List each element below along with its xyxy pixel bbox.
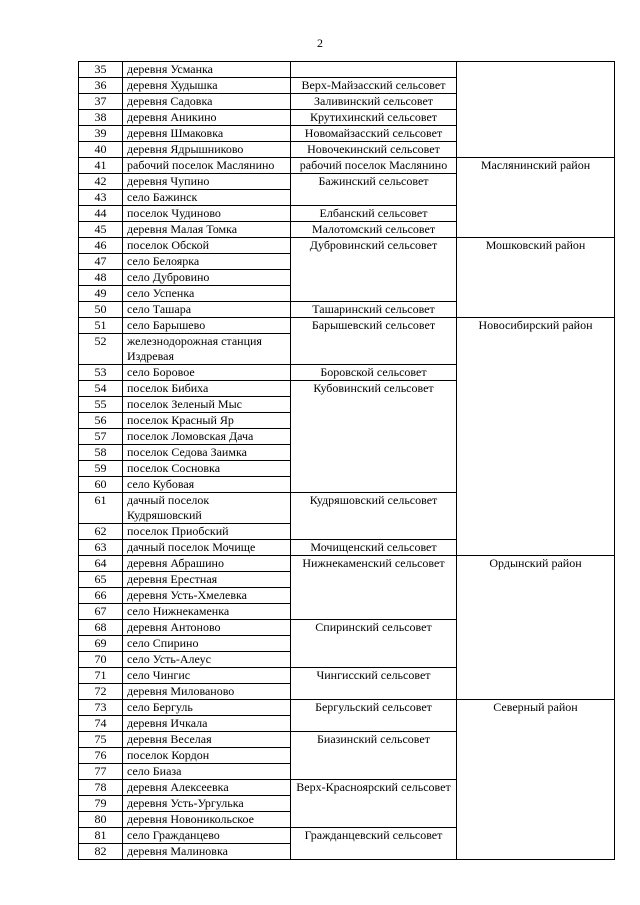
table-row xyxy=(79,700,615,716)
row-number: 53 xyxy=(79,365,123,381)
municipality-name: Биазинский сельсовет xyxy=(291,732,457,780)
settlement-name: село Ташара xyxy=(123,302,291,318)
municipality-name: Спиринский сельсовет xyxy=(291,620,457,668)
settlement-name: деревня Абрашино xyxy=(123,556,291,572)
settlement-name: поселок Обской xyxy=(123,238,291,254)
municipality-name: Новочекинский сельсовет xyxy=(291,142,457,158)
row-number: 43 xyxy=(79,190,123,206)
municipality-name: Боровской сельсовет xyxy=(291,365,457,381)
municipality-name: Крутихинский сельсовет xyxy=(291,110,457,126)
municipality-name: Ташаринский сельсовет xyxy=(291,302,457,318)
row-number: 54 xyxy=(79,381,123,397)
settlement-name: деревня Ичкала xyxy=(123,716,291,732)
district-name: Маслянинский район xyxy=(457,158,615,238)
settlement-name: деревня Ерестная xyxy=(123,572,291,588)
settlement-name: деревня Усть-Ургулька xyxy=(123,796,291,812)
table-row xyxy=(79,318,615,334)
row-number: 37 xyxy=(79,94,123,110)
municipality-name: Кудряшовский сельсовет xyxy=(291,493,457,540)
settlement-name: деревня Шмаковка xyxy=(123,126,291,142)
row-number: 66 xyxy=(79,588,123,604)
table-row xyxy=(79,556,615,572)
table-row xyxy=(79,238,615,254)
row-number: 47 xyxy=(79,254,123,270)
row-number: 45 xyxy=(79,222,123,238)
settlement-name: рабочий поселок Маслянино xyxy=(123,158,291,174)
settlement-name: поселок Бибиха xyxy=(123,381,291,397)
settlement-name: деревня Усть-Хмелевка xyxy=(123,588,291,604)
municipality-name: Гражданцевский сельсовет xyxy=(291,828,457,860)
settlement-name: село Усть-Алеус xyxy=(123,652,291,668)
row-number: 62 xyxy=(79,524,123,540)
row-number: 79 xyxy=(79,796,123,812)
row-number: 44 xyxy=(79,206,123,222)
row-number: 41 xyxy=(79,158,123,174)
settlement-name: село Боровое xyxy=(123,365,291,381)
row-number: 49 xyxy=(79,286,123,302)
row-number: 76 xyxy=(79,748,123,764)
settlement-name: поселок Зеленый Мыс xyxy=(123,397,291,413)
municipality-name xyxy=(291,62,457,78)
row-number: 51 xyxy=(79,318,123,334)
municipality-name: Елбанский сельсовет xyxy=(291,206,457,222)
row-number: 42 xyxy=(79,174,123,190)
row-number: 36 xyxy=(79,78,123,94)
settlement-name: деревня Антоново xyxy=(123,620,291,636)
row-number: 46 xyxy=(79,238,123,254)
settlements-table xyxy=(78,61,615,860)
settlement-name: деревня Худышка xyxy=(123,78,291,94)
row-number: 81 xyxy=(79,828,123,844)
district-name xyxy=(457,62,615,158)
row-number: 63 xyxy=(79,540,123,556)
settlement-name: село Бажинск xyxy=(123,190,291,206)
row-number: 40 xyxy=(79,142,123,158)
municipality-name: Кубовинский сельсовет xyxy=(291,381,457,493)
row-number: 70 xyxy=(79,652,123,668)
row-number: 35 xyxy=(79,62,123,78)
row-number: 72 xyxy=(79,684,123,700)
settlement-name: поселок Седова Заимка xyxy=(123,445,291,461)
municipality-name: Мочищенский сельсовет xyxy=(291,540,457,556)
municipality-name: Нижнекаменский сельсовет xyxy=(291,556,457,620)
district-name: Северный район xyxy=(457,700,615,860)
row-number: 82 xyxy=(79,844,123,860)
settlement-name: поселок Приобский xyxy=(123,524,291,540)
row-number: 67 xyxy=(79,604,123,620)
district-name: Ордынский район xyxy=(457,556,615,700)
settlement-name: село Белоярка xyxy=(123,254,291,270)
row-number: 69 xyxy=(79,636,123,652)
settlement-name: дачный поселок Кудряшовский xyxy=(123,493,291,524)
settlement-name: железнодорожная станция Издревая xyxy=(123,334,291,365)
municipality-name: рабочий поселок Маслянино xyxy=(291,158,457,174)
settlement-name: село Дубровино xyxy=(123,270,291,286)
row-number: 50 xyxy=(79,302,123,318)
municipality-name: Заливинский сельсовет xyxy=(291,94,457,110)
settlements-table-body xyxy=(79,62,615,860)
municipality-name: Новомайзасский сельсовет xyxy=(291,126,457,142)
settlement-name: поселок Кордон xyxy=(123,748,291,764)
row-number: 73 xyxy=(79,700,123,716)
row-number: 56 xyxy=(79,413,123,429)
settlement-name: деревня Веселая xyxy=(123,732,291,748)
row-number: 75 xyxy=(79,732,123,748)
settlement-name: село Успенка xyxy=(123,286,291,302)
settlement-name: деревня Ядрышниково xyxy=(123,142,291,158)
settlement-name: деревня Милованово xyxy=(123,684,291,700)
table-row xyxy=(79,158,615,174)
municipality-name: Малотомский сельсовет xyxy=(291,222,457,238)
settlement-name: село Кубовая xyxy=(123,477,291,493)
row-number: 65 xyxy=(79,572,123,588)
row-number: 48 xyxy=(79,270,123,286)
district-name: Мошковский район xyxy=(457,238,615,318)
row-number: 78 xyxy=(79,780,123,796)
row-number: 55 xyxy=(79,397,123,413)
settlement-name: деревня Малиновка xyxy=(123,844,291,860)
row-number: 74 xyxy=(79,716,123,732)
row-number: 68 xyxy=(79,620,123,636)
row-number: 77 xyxy=(79,764,123,780)
row-number: 58 xyxy=(79,445,123,461)
settlement-name: село Чингис xyxy=(123,668,291,684)
settlement-name: село Нижнекаменка xyxy=(123,604,291,620)
district-name: Новосибирский район xyxy=(457,318,615,556)
table-row xyxy=(79,62,615,78)
settlement-name: поселок Ломовская Дача xyxy=(123,429,291,445)
settlement-name: село Спирино xyxy=(123,636,291,652)
row-number: 38 xyxy=(79,110,123,126)
row-number: 39 xyxy=(79,126,123,142)
municipality-name: Чингисский сельсовет xyxy=(291,668,457,700)
municipality-name: Верх-Майзасский сельсовет xyxy=(291,78,457,94)
row-number: 71 xyxy=(79,668,123,684)
row-number: 64 xyxy=(79,556,123,572)
settlement-name: село Биаза xyxy=(123,764,291,780)
settlement-name: деревня Усманка xyxy=(123,62,291,78)
settlement-name: село Бергуль xyxy=(123,700,291,716)
settlement-name: поселок Красный Яр xyxy=(123,413,291,429)
settlement-name: село Барышево xyxy=(123,318,291,334)
municipality-name: Бажинский сельсовет xyxy=(291,174,457,206)
settlement-name: деревня Садовка xyxy=(123,94,291,110)
municipality-name: Бергульский сельсовет xyxy=(291,700,457,732)
row-number: 61 xyxy=(79,493,123,524)
row-number: 57 xyxy=(79,429,123,445)
settlement-name: деревня Аникино xyxy=(123,110,291,126)
settlement-name: поселок Сосновка xyxy=(123,461,291,477)
page-number: 2 xyxy=(317,36,323,50)
municipality-name: Барышевский сельсовет xyxy=(291,318,457,365)
row-number: 59 xyxy=(79,461,123,477)
row-number: 80 xyxy=(79,812,123,828)
settlement-name: поселок Чудиново xyxy=(123,206,291,222)
row-number: 60 xyxy=(79,477,123,493)
row-number: 52 xyxy=(79,334,123,365)
municipality-name: Верх-Красноярский сельсовет xyxy=(291,780,457,828)
settlement-name: дачный поселок Мочище xyxy=(123,540,291,556)
settlement-name: село Гражданцево xyxy=(123,828,291,844)
settlement-name: деревня Чупино xyxy=(123,174,291,190)
settlement-name: деревня Малая Томка xyxy=(123,222,291,238)
municipality-name: Дубровинский сельсовет xyxy=(291,238,457,302)
settlement-name: деревня Алексеевка xyxy=(123,780,291,796)
settlement-name: деревня Новоникольское xyxy=(123,812,291,828)
